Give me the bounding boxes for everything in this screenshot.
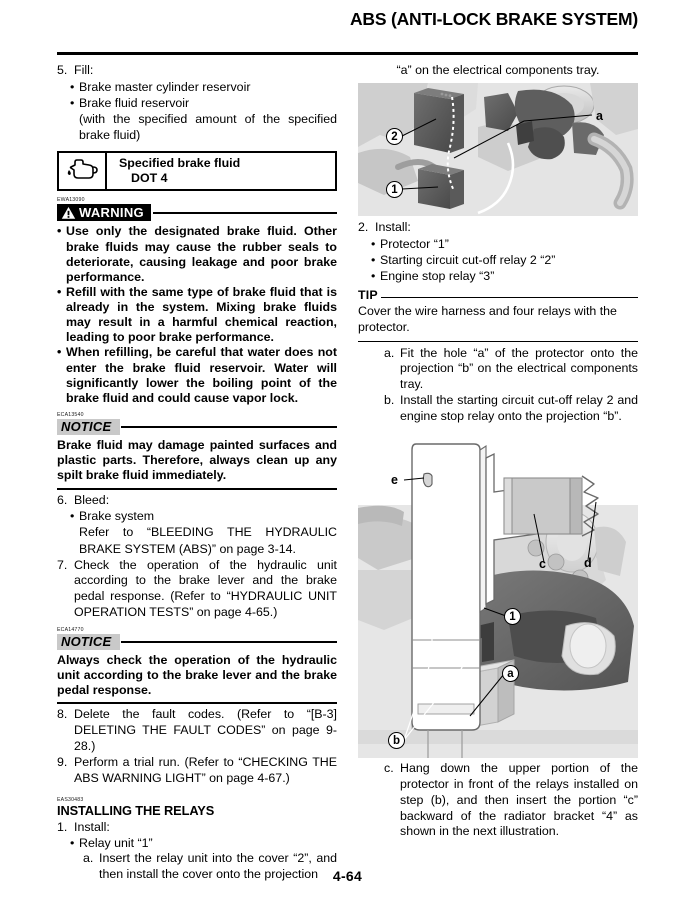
warning-label: WARNING — [79, 205, 144, 221]
warning-item — [57, 345, 337, 406]
spec-text-group — [107, 153, 335, 189]
warning-triangle-icon — [61, 206, 76, 220]
page-header — [57, 10, 638, 29]
warning-banner — [57, 204, 337, 221]
tip-banner — [358, 288, 638, 302]
notice2-end-rule — [57, 702, 337, 704]
notice2-banner — [57, 634, 337, 650]
notice1-banner — [57, 419, 337, 435]
bullet-dot-icon: • — [70, 509, 75, 524]
bullet-dot-icon: • — [371, 236, 376, 251]
oil-can-icon — [59, 153, 107, 189]
step-6-bullet — [70, 508, 337, 524]
section-substep-a-text: Insert the relay unit into the cover “2”, and then install the cover onto the projection — [99, 851, 337, 882]
section-step-1-number: 1. — [57, 819, 68, 834]
bullet-dot-icon: • — [70, 95, 75, 110]
page-title: ABS (ANTI-LOCK BRAKE SYSTEM) — [349, 9, 638, 29]
right-substep-b-text: Install the starting circuit cut-off relay 2 and engine stop relay onto the projection “b”. — [400, 392, 638, 423]
right-substep-a-text: Fit the hole “a” of the protector onto the projection “b” on the electrical components tray. — [400, 345, 638, 391]
figure-protector-installation — [358, 430, 638, 758]
step-5-bullet-1 — [70, 79, 337, 95]
step-5-continuation: (with the specified amount of the specified brake fluid) — [79, 112, 337, 143]
warning-rule — [153, 212, 337, 214]
warning-refcode: EWA13090 — [57, 197, 85, 204]
right-substep-c-text: Hang down the upper portion of the protector in front of the relays installed on step (b), and then insert the portion “c” backward of the radiator bracket “4” as shown in the next illustration. — [400, 761, 638, 839]
figure2-callout-1: 1 — [504, 608, 521, 625]
header-divider — [57, 52, 638, 55]
step-5-bullet-2 — [70, 95, 337, 111]
step-8-text: Delete the fault codes. (Refer to “[B-3] DELETING THE FAULT CODES” on page 9-28.) — [74, 707, 337, 753]
notice2-label: NOTICE — [57, 634, 120, 650]
figure2-callout-b: b — [388, 732, 405, 749]
right-substep-c — [384, 761, 638, 840]
page-number: 4-64 — [332, 868, 363, 884]
step-2-bullet-3-text: Engine stop relay “3” — [380, 269, 495, 284]
warning-item — [57, 224, 337, 285]
step-6-number: 6. — [57, 492, 68, 507]
step-2-bullet-2 — [371, 252, 638, 268]
figure2-callout-a: a — [502, 665, 519, 682]
step-6-text: Bleed: — [74, 492, 110, 507]
step-9-text: Perform a trial run. (Refer to “CHECKING THE ABS WARNING LIGHT” on page 4-67.) — [74, 755, 337, 786]
step-2 — [358, 220, 638, 236]
step-5-text: Fill: — [74, 63, 94, 77]
notice1-refcode: ECA13540 — [57, 411, 84, 418]
carryover-text: “a” on the electrical components tray. — [396, 63, 600, 77]
right-substep-a-letter: a. — [384, 345, 395, 360]
tip-label: TIP — [358, 288, 378, 303]
tip-rule — [381, 297, 638, 299]
step-8 — [57, 707, 337, 754]
right-substep-b — [384, 393, 638, 425]
notice1-rule — [121, 426, 337, 428]
step-2-bullet-1 — [371, 236, 638, 252]
right-substep-c-letter: c. — [384, 761, 394, 776]
bullet-dot-icon: • — [371, 253, 376, 267]
step-2-bullet-2-text: Starting circuit cut-off relay 2 “2” — [380, 253, 556, 267]
section-step-1-bullet-text: Relay unit “1” — [79, 836, 153, 851]
step-2-bullet-1-text: Protector “1” — [380, 236, 449, 251]
figure1-callout-1: 1 — [386, 181, 403, 198]
section-step-1-text: Install: — [74, 819, 110, 834]
figure1-callout-a: a — [596, 109, 603, 124]
tip-end-rule — [358, 341, 638, 342]
notice2-body: Always check the operation of the hydraulic unit according to the brake lever and the brake pedal response. — [57, 652, 337, 698]
step-7-number: 7. — [57, 557, 68, 572]
step-5-number: 5. — [57, 63, 68, 77]
tip-body: Cover the wire harness and four relays with the protector. — [358, 304, 617, 335]
step-5-bullet-1-text: Brake master cylinder reservoir — [79, 79, 251, 94]
section-heading: INSTALLING THE RELAYS — [57, 803, 215, 819]
notice2-rule — [121, 641, 337, 643]
notice1-label: NOTICE — [57, 419, 120, 435]
step-6-continuation: Refer to “BLEEDING THE HYDRAULIC BRAKE SYSTEM (ABS)” on page 3-14. — [79, 525, 337, 556]
warning-item — [57, 285, 337, 346]
notice1-end-rule — [57, 488, 337, 490]
notice2-refcode: ECA14770 — [57, 626, 84, 633]
page-footer — [0, 868, 695, 884]
spec-value: DOT 4 — [131, 171, 168, 186]
notice1-body: Brake fluid may damage painted surfaces and plastic parts. Therefore, always clean up any spilt brake fluid immediately. — [57, 438, 337, 483]
bullet-dot-icon: • — [57, 345, 62, 360]
step-2-number: 2. — [358, 220, 369, 235]
bullet-dot-icon: • — [371, 269, 376, 284]
bullet-dot-icon: • — [57, 284, 62, 299]
step-7 — [57, 558, 337, 621]
step-6-bullet-text: Brake system — [79, 509, 155, 524]
step-7-text: Check the operation of the hydraulic unit according to the brake lever and the brake pedal response. (Refer to “HYDRAULIC UNIT OPERATION TESTS” on page 4-65.) — [74, 557, 337, 619]
left-column — [57, 62, 337, 883]
figure2-callout-e: e — [391, 473, 398, 488]
warning-badge — [57, 204, 151, 221]
step-9 — [57, 755, 337, 787]
section-step-1-bullet — [70, 835, 337, 851]
section-step-1 — [57, 820, 337, 836]
section-substep-a-letter: a. — [83, 851, 94, 866]
bullet-dot-icon: • — [70, 79, 75, 94]
specified-brake-fluid-box — [57, 151, 337, 191]
section-refcode: EAS30483 — [57, 796, 84, 803]
figure2-callout-c: c — [539, 557, 546, 572]
step-2-text: Install: — [375, 220, 411, 235]
step-5 — [57, 63, 337, 79]
spec-label: Specified brake fluid — [119, 155, 241, 170]
warning-items — [57, 224, 337, 406]
warning-item-text: When refilling, be careful that water does not enter the brake fluid reservoir. Water will significantly lower the boiling point of the brake fluid and could cause vapor lock. — [66, 345, 337, 405]
right-substep-b-letter: b. — [384, 392, 395, 407]
bullet-dot-icon: • — [70, 836, 75, 851]
step-8-number: 8. — [57, 707, 68, 722]
step-9-number: 9. — [57, 755, 68, 770]
right-substep-a — [384, 346, 638, 393]
warning-item-text: Refill with the same type of brake fluid that is already in the system. Mixing brake fluids may result in a harmful chemical reaction, leading to poor brake performance. — [66, 284, 337, 345]
bullet-dot-icon: • — [57, 224, 62, 239]
figure-relay-installation-photo — [358, 83, 638, 216]
step-6 — [57, 493, 337, 509]
figure2-callout-d: d — [584, 556, 592, 571]
warning-item-text: Use only the designated brake fluid. Other brake fluids may cause the rubber seals to deteriorate, causing leakage and poor brake performance. — [66, 224, 337, 284]
figure1-callout-2: 2 — [386, 128, 403, 145]
step-5-bullet-2-text: Brake fluid reservoir — [79, 95, 190, 110]
step-2-bullet-3 — [371, 268, 638, 284]
right-column — [358, 62, 638, 840]
